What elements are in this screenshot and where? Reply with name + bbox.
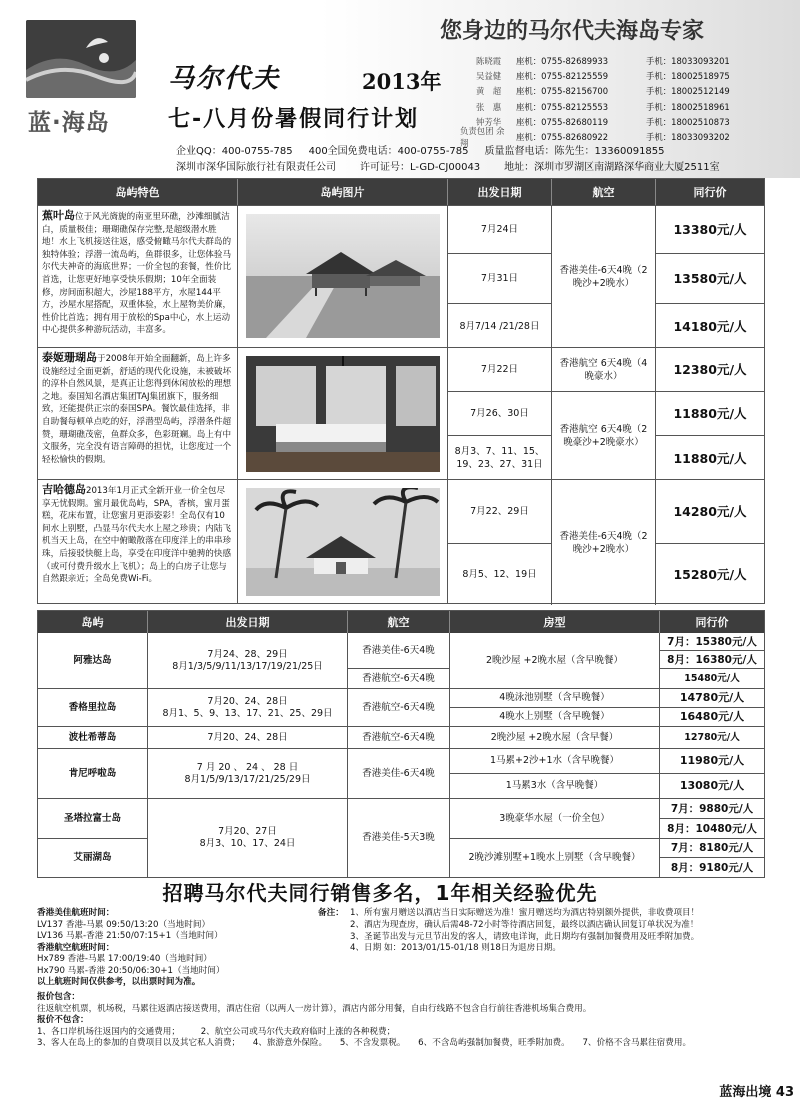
- table-header: [38, 179, 764, 205]
- contact-row: [476, 114, 796, 129]
- flight-footer: 以上航班时间仅供参考，以出票时间为准。: [37, 977, 201, 987]
- table-header: [38, 611, 764, 633]
- qq: 企业QQ：400-0755-785: [176, 146, 293, 157]
- island-name: 肯尼呼啦岛: [38, 749, 148, 799]
- date-cell: 7月20、24、28日: [148, 727, 348, 749]
- island-row: [38, 205, 764, 347]
- price-cell: 13380元/人: [656, 206, 764, 254]
- price-cell: 15480元/人: [660, 669, 764, 689]
- island-photo: [238, 480, 448, 604]
- island-photo: [238, 348, 448, 479]
- slogan: 您身边的马尔代夫海岛专家: [440, 19, 705, 44]
- island-photo: [238, 206, 448, 347]
- contact-phone: 座机：0755-82125559: [516, 70, 609, 81]
- contact-name: 吴益健: [476, 70, 502, 81]
- price-cell: 14780元/人: [660, 689, 764, 708]
- island-desc-text: 位于风光旖旎的南亚里环礁，沙滩细腻洁白，质量极佳；珊瑚礁保存完整,是超级潜水胜地！水上飞机接送往返，感受俯瞰马尔代夫群岛的独特体验；浮潜一流岛屿，鱼群很多，让您体验马尔代夫神奇的海底世界；一价全包的套餐，性价比首选，让您更好地享受快乐假期；10年全面装修，房间面积超大，沙屋188平方，水屋144平方，沙屋水屋搭配，双重体验，水上屋物美价廉，性价比首选；拥有用于放松的Spa中心，水上运动中心提供多种游玩活动，丰富多。: [42, 212, 232, 336]
- contact-name: 黄 超: [476, 86, 502, 97]
- date-cell: 7月20、27日 8月3、10、17、24日: [148, 799, 348, 877]
- brand-title: 马尔代夫: [168, 64, 281, 94]
- exclude-title: 报价不包含：: [37, 1015, 89, 1025]
- note-item: 3、圣诞节出发与元旦节出发的客人，请致电详询，此日期均有强制加餐费用及旺季附加费。: [350, 931, 700, 942]
- price-cell: 13080元/人: [660, 774, 764, 799]
- flight-line: LV137 香港-马累 09:50/13:20（当地时间）: [37, 919, 211, 930]
- island-name: 圣塔拉富士岛: [38, 799, 148, 839]
- col-header: 出发日期: [148, 611, 348, 633]
- col-header: 房型: [450, 611, 660, 633]
- note-item: 2、酒店为现查房，确认后需48-72小时等待酒店回复，最终以酒店确认回复订单状况为准！: [350, 919, 699, 930]
- price-cell: 11980元/人: [660, 749, 764, 774]
- header: [0, 0, 800, 178]
- airline-cell: 香港航空 6天4晚（2晚豪沙+2晚豪水）: [552, 392, 656, 480]
- col-header: 岛屿特色: [38, 179, 238, 205]
- island-feature-table: [37, 178, 765, 604]
- island-name: 吉哈德岛: [42, 483, 86, 496]
- col-header: 岛屿图片: [238, 179, 448, 205]
- info-line-2: [176, 158, 720, 173]
- price-cell: 8月：10480元/人: [660, 819, 764, 839]
- include-title: 报价包含：: [37, 992, 80, 1002]
- airline-cell: 香港美佳-6天4晚（2晚沙+2晚水）: [552, 206, 656, 348]
- notes-label: 备注：: [318, 908, 344, 918]
- price-cell: 14280元/人: [656, 480, 764, 544]
- island-row: [38, 347, 764, 479]
- price-cell: 7月：9880元/人: [660, 799, 764, 819]
- logo-text: 蓝·海岛: [28, 110, 110, 136]
- contact-mobile: 手机：18002512149: [646, 86, 730, 97]
- contact-row: [476, 84, 796, 99]
- room-cell: 3晚豪华水屋（一价全包）: [450, 799, 660, 839]
- room-cell: 1马累3水（含早晚餐）: [450, 774, 660, 799]
- contact-phone: 座机：0755-82689933: [516, 55, 609, 66]
- company-name: 深圳市深华国际旅行社有限责任公司: [176, 162, 336, 173]
- airline-cell: 香港航空-6天4晚: [348, 689, 450, 727]
- price-cell: 7月：8180元/人: [660, 839, 764, 858]
- exclude-item: 2、航空公司或马尔代夫政府临时上涨的各种税费；: [200, 1026, 396, 1037]
- price-cell: 11880元/人: [673, 450, 747, 466]
- flight-line: Hx790 马累-香港 20:50/06:30+1（当地时间）: [37, 965, 225, 976]
- price-cell: 11880元/人: [656, 392, 764, 436]
- notes: [318, 908, 748, 955]
- price-cell: 7月：15380元/人: [660, 633, 764, 651]
- contact-mobile: 手机：18033093202: [646, 132, 730, 143]
- note-item: 4、日期 如：2013/01/15-01/18 则18日为退房日期。: [350, 943, 561, 954]
- plan-title: 七-八月份暑假同行计划: [168, 107, 420, 132]
- col-header: 岛屿: [38, 611, 148, 633]
- page-footer: 蓝海出境 43: [719, 1085, 794, 1100]
- exclude-item: 4、旅游意外保险。: [252, 1038, 328, 1048]
- date-cell: 8月7/14 /21/28日: [448, 304, 552, 348]
- include-text: 往返航空机票，机场税，马累往返酒店接送费用，酒店住宿（以两人一房计算），酒店内部分用餐，自由行线路不包含自行前往香港机场集合费用。: [37, 1003, 592, 1014]
- date-cell: 8月3、7、11、15、19、23、27、31日: [448, 436, 552, 480]
- contact-row: [476, 99, 796, 114]
- contact-mobile: 手机：18002510873: [646, 116, 730, 127]
- col-header: 航空: [348, 611, 450, 633]
- price-cell: 16480元/人: [660, 708, 764, 727]
- price-cell: 8月：16380元/人: [660, 651, 764, 669]
- contact-mobile: 手机：18002518961: [646, 101, 730, 112]
- flight-title: 香港美佳航班时间：: [37, 908, 115, 918]
- contact-name: 钟芳华: [476, 116, 502, 127]
- date-cell: 7月22、29日: [448, 480, 552, 544]
- date-cell: 7月24日: [448, 206, 552, 254]
- address: 地址：深圳市罗湖区南湖路深华商业大厦2511室: [504, 162, 720, 173]
- free-phone: 400全国免费电话：400-0755-785: [308, 146, 469, 157]
- room-cell: 4晚泳池别墅（含早晚餐）: [450, 689, 660, 708]
- airline-cell: 香港航空-6天4晚: [348, 727, 450, 749]
- island-name: 阿雅达岛: [38, 633, 148, 689]
- supervise-phone: 质量监督电话：陈先生：13360091855: [484, 146, 665, 157]
- logo-mark: [26, 20, 136, 98]
- date-cell: 7月26、30日: [448, 392, 552, 436]
- room-cell: 2晚沙屋 +2晚水屋（含早晚餐）: [450, 633, 660, 689]
- island-name: 艾丽湖岛: [38, 839, 148, 877]
- contact-phone: 座机：0755-82680922: [516, 132, 609, 143]
- note-row: [318, 908, 748, 955]
- room-cell: 2晚沙滩别墅+1晚水上别墅（含早晚餐）: [450, 839, 660, 877]
- price-cell: 12780元/人: [660, 727, 764, 749]
- date-cell: 7 月 20 、 24 、 28 日 8月1/5/9/13/17/21/25/29日: [148, 749, 348, 799]
- recruit-banner: 招聘马尔代夫同行销售多名，1年相关经验优先: [162, 881, 598, 905]
- contact-mobile: 手机：18002518975: [646, 70, 730, 81]
- island-name: 波杜希蒂岛: [38, 727, 148, 749]
- col-header: 同行价: [693, 186, 727, 199]
- contact-list: [460, 53, 796, 149]
- col-header: 同行价: [695, 616, 729, 629]
- flight-title: 香港航空航班时间：: [37, 942, 115, 953]
- airline-cell: 香港航空 6天4晚（4晚豪水）: [552, 348, 656, 392]
- note-item: 1、所有蜜月赠送以酒店当日实际赠送为准！蜜月赠送均为酒店特别额外提供，非收费项目！: [350, 908, 700, 918]
- room-cell: 2晚沙屋 +2晚水屋（含早餐）: [450, 727, 660, 749]
- exclude-item: 7、价格不含马累往宿费用。: [582, 1038, 692, 1048]
- contact-name: 张 惠: [476, 101, 502, 112]
- logo: [20, 14, 148, 142]
- contact-phone: 座机：0755-82156700: [516, 86, 609, 97]
- airline-cell: 香港美佳-5天3晚: [348, 799, 450, 877]
- island-desc-text: 2013年1月正式全新开业一价全包尽享无忧假期。蜜月最优岛屿，SPA，香槟，蜜月蛋糕，花床布置，让您蜜月更添姿彩！全岛仅有10间水上别墅，凸显马尔代夫水上屋之珍贵；内陆飞机当天上岛，在空中俯瞰散落在印度洋上的串串珍珠，后接驳快艇上岛，享受在印度洋中驰骋的快感（或可付费升级水上飞机）；岛上的白房子让您与自然跟亲近；全岛免费Wi-Fi。: [42, 486, 232, 585]
- contact-row: [476, 53, 796, 68]
- exclude-item: 6、不含岛屿强制加餐费，旺季附加费。: [418, 1038, 570, 1048]
- info-line-1: [176, 142, 665, 157]
- exclude-item: 3、客人在岛上的参加的自费项目以及其它私人消费；: [37, 1038, 241, 1048]
- exclude-item: 1、各口岸机场往返国内的交通费用；: [37, 1026, 180, 1037]
- island-row: [38, 479, 764, 604]
- price-cell: 8月：9180元/人: [670, 861, 754, 874]
- exclude-row: [37, 1027, 777, 1039]
- price-includes: [37, 992, 777, 1050]
- contact-name: 陈晓霞: [476, 55, 502, 66]
- flight-line: LV136 马累-香港 21:50/07:15+1（当地时间）: [37, 931, 223, 941]
- contact-row: [476, 68, 796, 83]
- contact-phone: 座机：0755-82680119: [516, 116, 609, 127]
- col-header: 航空: [552, 179, 656, 205]
- island-desc: [38, 480, 238, 604]
- island-name: 香格里拉岛: [38, 689, 148, 727]
- price-cell: 13580元/人: [656, 254, 764, 304]
- price-cell: 14180元/人: [673, 318, 747, 334]
- notes-list: [350, 908, 699, 955]
- contact-name: 负责包团 余 翔: [460, 126, 513, 149]
- island-price-table: [37, 610, 765, 878]
- island-desc: [38, 348, 238, 479]
- airline-cell: 香港航空-6天4晚: [348, 669, 450, 689]
- price-cell: 12380元/人: [656, 348, 764, 392]
- island-desc-text: 于2008年开始全面翻新，岛上许多设施经过全面更新，舒适的现代化设施，未被破坏的淳朴自然风景，是真正让您得到休闲放松的理想之地。泰国知名酒店集团TAJ集团旗下，服务细致，还能提供正宗的泰国SPA。餐饮最佳选择，非自助餐每顿单点吃的好，浮潜型岛屿，浮潜条件超赞，珊瑚礁茂密，鱼群众多，色彩斑斓。岛上有中文服务，完全没有语言障碍的担忧，让您度过一个轻松愉快的假期。: [42, 354, 232, 465]
- island-name: 蕉叶岛: [42, 209, 75, 222]
- room-cell: 1马累+2沙+1水（含早晚餐）: [450, 749, 660, 774]
- date-cell: 7月31日: [448, 254, 552, 304]
- date-cell: 7月24、28、29日 8月1/3/5/9/11/13/17/19/21/25日: [148, 633, 348, 689]
- airline-cell: 香港美佳-6天4晚: [348, 749, 450, 799]
- island-name: 泰姬珊瑚岛: [42, 351, 97, 364]
- price-cell: 15280元/人: [673, 567, 747, 582]
- exclude-item: 5、不含发票税。: [339, 1038, 406, 1048]
- contact-mobile: 手机：18033093201: [646, 55, 730, 66]
- airline-cell: 香港美佳-6天4晚（2晚沙+2晚水）: [552, 480, 656, 605]
- flight-times: [37, 908, 337, 989]
- license: 许可证号：L-GD-CJ00043: [360, 162, 481, 173]
- flight-line: Hx789 香港-马累 17:00/19:40（当地时间）: [37, 954, 212, 964]
- airline-cell: 香港美佳-6天4晚: [348, 633, 450, 669]
- room-cell: 4晚水上别墅（含早晚餐）: [450, 708, 660, 727]
- col-header: 出发日期: [448, 179, 552, 205]
- date-cell: 8月5、12、19日: [448, 544, 552, 605]
- exclude-row: [37, 1038, 777, 1050]
- contact-phone: 座机：0755-82125553: [516, 101, 609, 112]
- year-title: 2013年: [362, 69, 442, 94]
- island-desc: [38, 206, 238, 347]
- date-cell: 7月20、24、28日 8月1、5、9、13、17、21、25、29日: [148, 689, 348, 727]
- date-cell: 7月22日: [448, 348, 552, 392]
